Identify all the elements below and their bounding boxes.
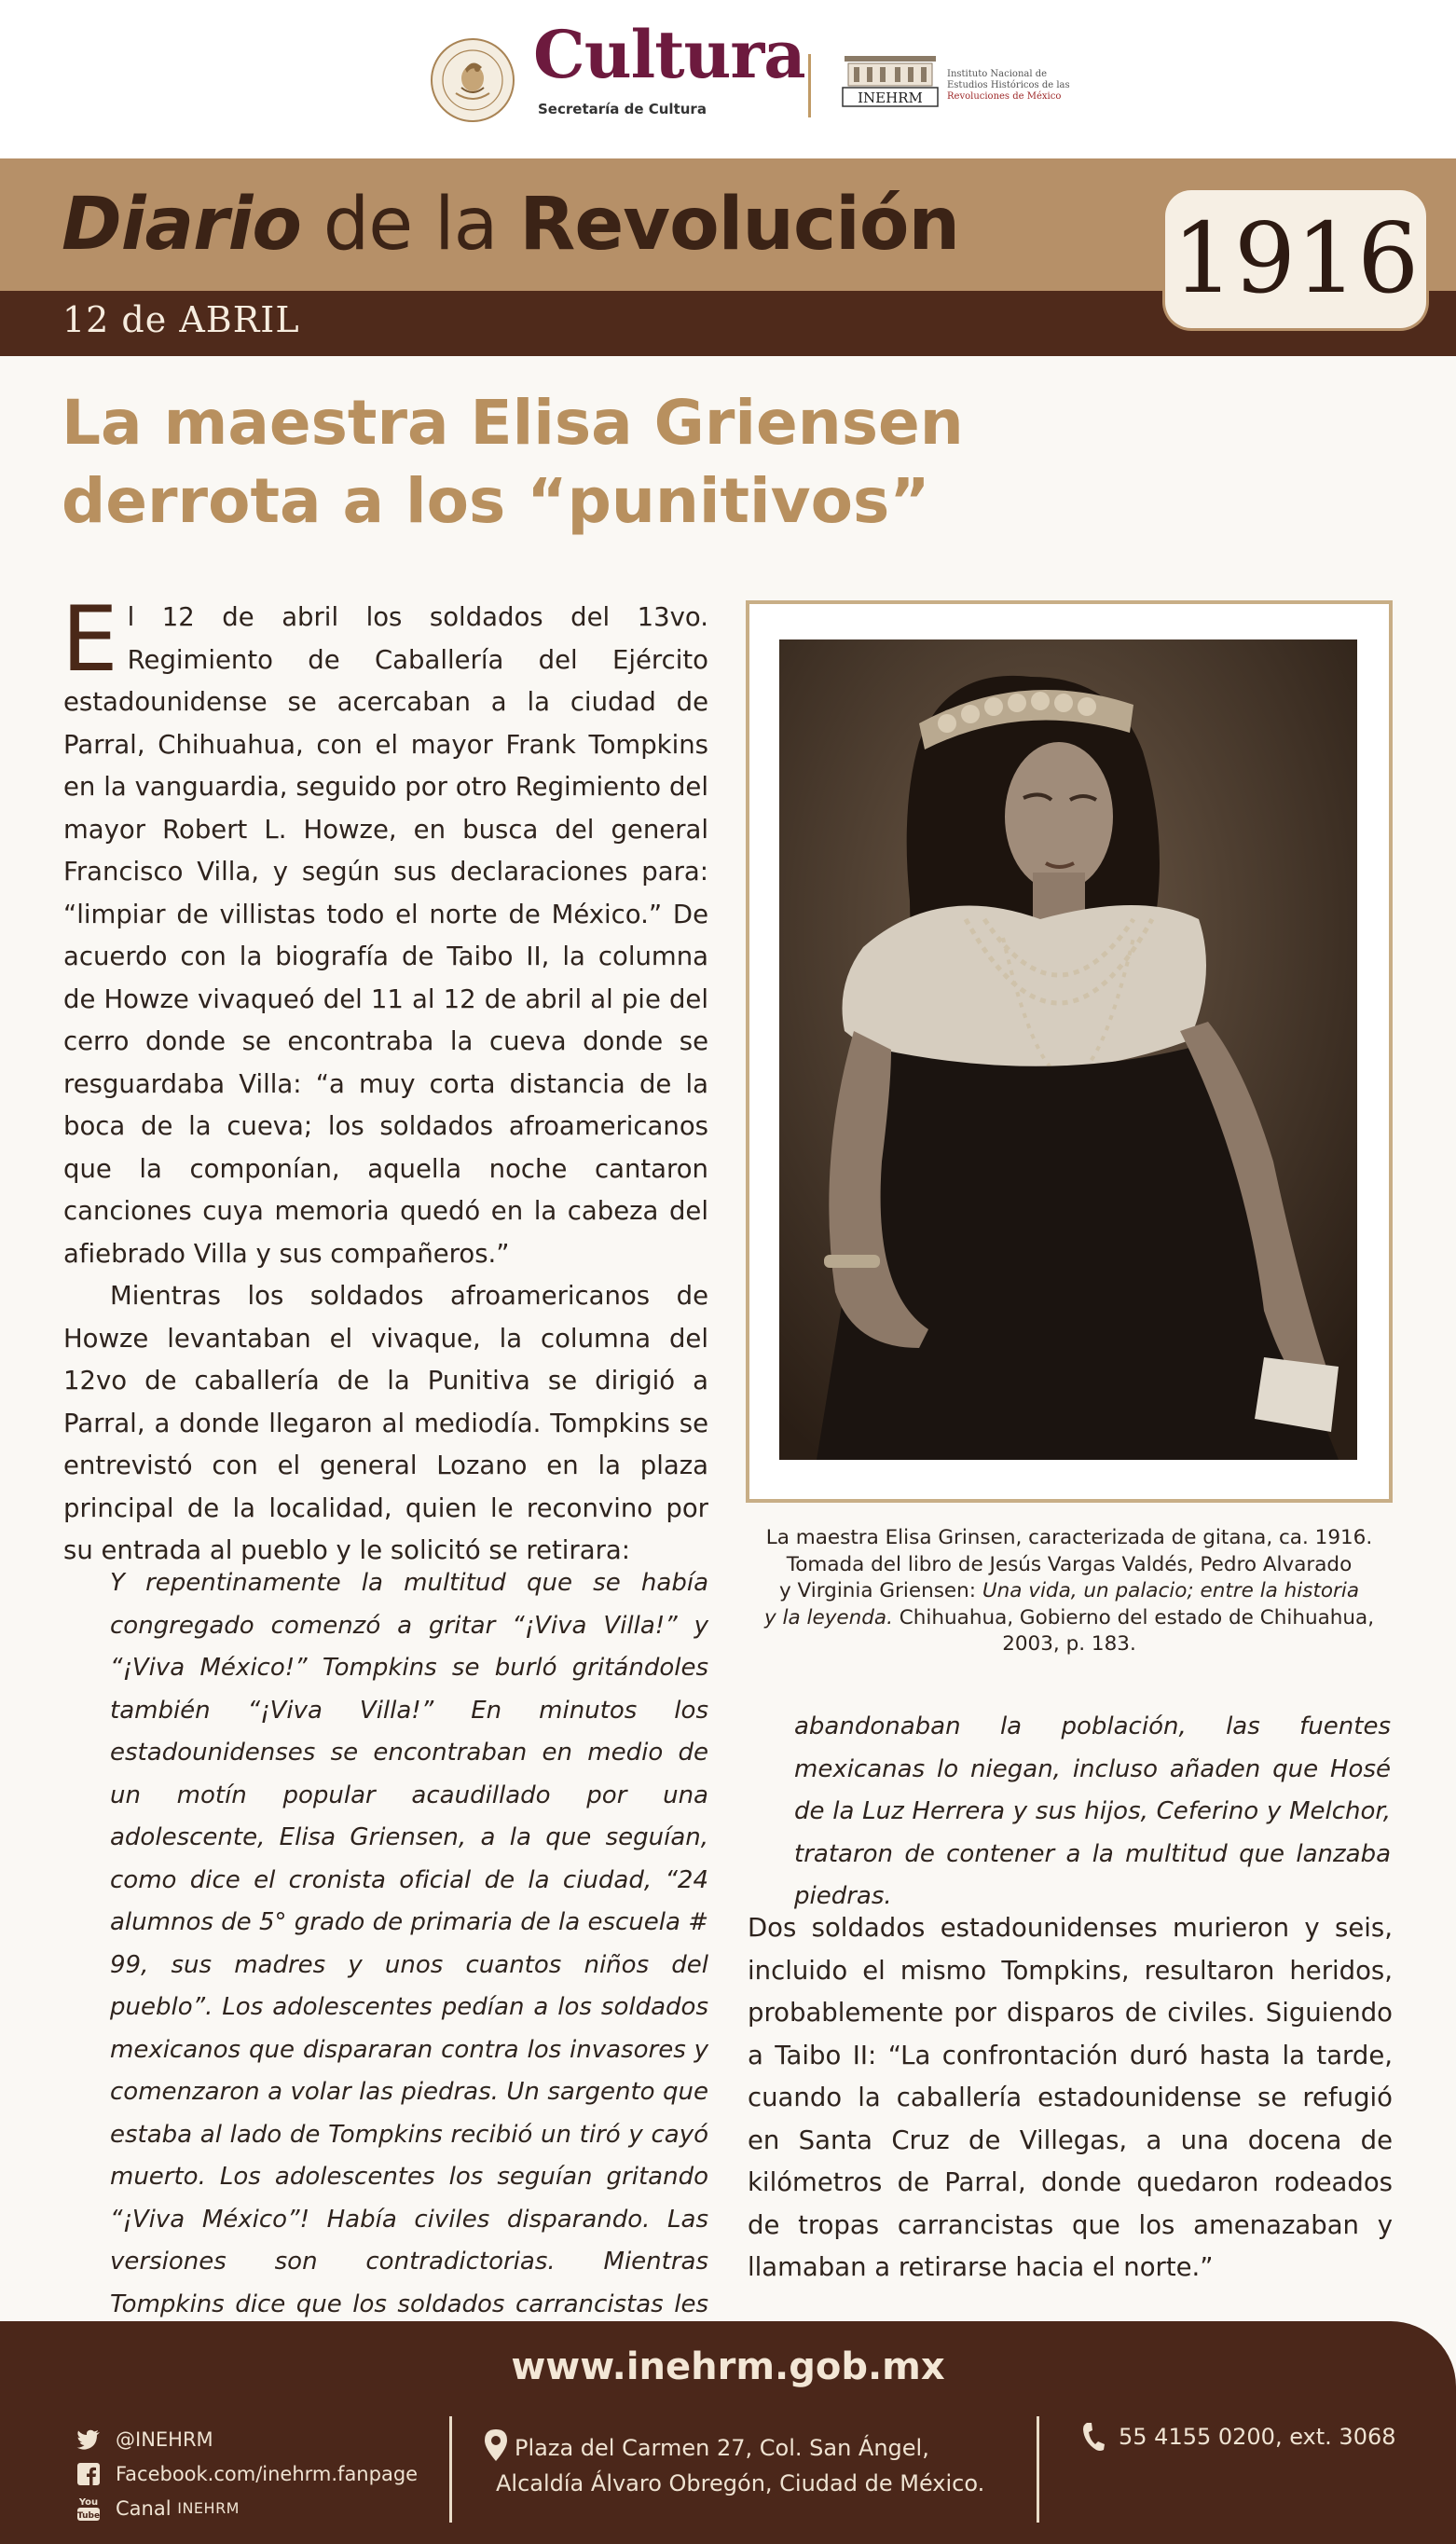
article-left-column: [62, 587, 708, 1573]
caption-line-3: [746, 1578, 1393, 1605]
caption-line-1: La maestra Elisa Grinsen, caracterizada de gitana, ca. 1916.: [765, 1526, 1373, 1549]
location-pin-icon: [485, 2429, 507, 2461]
address-text-1: Plaza del Carmen 27, Col. San Ángel,: [515, 2435, 929, 2461]
title-diario: Diario: [62, 183, 301, 267]
issue-date: 12 de ABRIL: [62, 299, 300, 340]
inehrm-abbr: INEHRM: [858, 89, 923, 106]
facebook-link[interactable]: [75, 2456, 418, 2491]
caption-line-4-b: Chihuahua, Gobierno del estado de Chihuahua,: [892, 1605, 1375, 1630]
footer-divider-1: [449, 2416, 452, 2523]
facebook-url: Facebook.com/inehrm.fanpage: [116, 2462, 419, 2485]
caption-line-3-b: Una vida, un palacio; entre la historia: [982, 1579, 1360, 1602]
drop-cap: E: [62, 587, 118, 692]
paragraph-1-text: l 12 de abril los soldados del 13vo. Regimiento de Caballería del Ejército estadounidense se acercaban a la ciudad de Parral, Chihuahua, con el mayor Frank Tompkins en la vanguardia, seguido por otro Regimiento del mayor Robert L. Howze, en busca del general Francisco Villa, y según sus declaraciones para: “limpiar de villistas todo el norte de México.” De acuerdo con la biografía de Taibo II, la columna de Howze vivaqueó del 11 al 12 de abril al pie del cerro donde se encontraba la cueva donde se resguardaba Villa: “a muy corta distancia de la boca de la cueva; los soldados afroamericanos que la componían, aquella noche cantaron canciones cuya memoria quedó en la cabeza del afiebrado Villa y sus compañeros.”: [63, 602, 708, 1269]
website-url[interactable]: www.inehrm.gob.mx: [511, 2345, 945, 2388]
title-de-la: de la: [300, 183, 520, 267]
quote-text-2: abandonaban la población, las fuentes mexicanas lo niegan, incluso añaden que Hosé de la Luz Herrera y sus hijos, Ceferino y Melchor, trataron de contener a la multitud que lanzaba piedras.: [794, 1712, 1391, 1910]
logo-divider: [808, 54, 811, 117]
phone-number: 55 4155 0200, ext. 3068: [1119, 2424, 1396, 2450]
inehrm-name: [947, 69, 1070, 103]
title-revolucion: Revolución: [519, 183, 960, 267]
svg-text:Tube: Tube: [76, 2510, 101, 2521]
address-line-2: Alcaldía Álvaro Obregón, Ciudad de México.: [496, 2470, 985, 2496]
caption-line-4-a: y la leyenda.: [763, 1605, 893, 1630]
headline-line-2: derrota a los “punitivos”: [62, 465, 930, 537]
paragraph-2: Mientras los soldados afroamericanos de Howze levantaban el vivaque, la columna del 12vo de caballería de la Punitiva se dirigió a Parral, a donde llegaron al mediodía. Tompkins se entrevistó con el general Lozano en la plaza principal de la localidad, quien le reconvino por su entrada al pueblo y le solicitó se retirara:: [63, 1281, 708, 1565]
block-quote-part-1: [110, 1562, 708, 2369]
headline-line-1: La maestra Elisa Griensen: [62, 387, 964, 459]
address-line-1: [485, 2429, 1007, 2466]
paragraph-3: Dos soldados estadounidenses murieron y seis, incluido el mismo Tompkins, resultaron heridos, probablemente por disparos de civiles. Siguiendo a Taibo II: “La confrontación duró hasta la tarde, cuando la caballería estadounidense se refugió en Santa Cruz de Villegas, a una docena de kilómetros de Parral, donde quedaron rodeados de tropas carrancistas que los amenazaban y llamaban a retirarse hacia el norte.”: [748, 1913, 1393, 2282]
headline: [62, 384, 1087, 541]
address-block: [485, 2429, 1007, 2501]
phone-icon: [1081, 2422, 1106, 2452]
portrait-photo: [779, 639, 1357, 1460]
cultura-brand: Cultura: [533, 16, 805, 93]
inehrm-line-1: Instituto Nacional de: [947, 69, 1048, 79]
footer-divider-2: [1037, 2416, 1039, 2523]
caption-line-4: [746, 1605, 1393, 1632]
quote-text-1: Y repentinamente la multitud que se había congregado comenzó a gritar “¡Viva Villa!” y “¡Viva México!” Tompkins se burló gritándoles también “¡Viva Villa!” En minutos los estadounidenses se encontraban en medio de un motín popular acaudillado por una adolescente, Elisa Griensen, a la que seguían, como dice el cronista oficial de la ciudad, “24 alumnos de 5° grado de primaria de la escuela # 99, sus madres y unos cuantos niños del pueblo”. Los adolescentes pedían a los soldados mexicanos que dispararan contra los invasores y comenzaron a volar las piedras. Un sargento que estaba al lado de Tompkins recibió un tiró y cayó muerto. Los adolescentes los seguían gritando “¡Viva México”! Había civiles disparando. Las versiones son contradictorias. Mientras Tompkins dice que los soldados carrancistas les: [110, 1569, 708, 2318]
twitter-icon: [75, 2427, 103, 2453]
photo-caption: [746, 1525, 1393, 1658]
inehrm-building-icon: [841, 54, 940, 108]
phone-block[interactable]: [1081, 2422, 1396, 2452]
year-badge: [1165, 190, 1426, 328]
facebook-icon: [75, 2461, 103, 2487]
year-text: 1916: [1172, 201, 1420, 315]
block-quote-part-2: [794, 1706, 1391, 1918]
article-right-column: [748, 1907, 1393, 2290]
caption-line-3-a: y Virginia Griensen:: [778, 1579, 982, 1602]
twitter-link[interactable]: [75, 2422, 418, 2456]
inehrm-line-3: Revoluciones de México: [947, 91, 1062, 102]
caption-line-2: Tomada del libro de Jesús Vargas Valdés, Pedro Alvarado: [786, 1552, 1353, 1576]
paragraph-1: [62, 587, 708, 1275]
svg-text:You: You: [78, 2496, 99, 2508]
youtube-label: Canal: [116, 2496, 172, 2520]
youtube-channel: INEHRM: [177, 2499, 240, 2517]
youtube-icon: [75, 2496, 103, 2522]
caption-line-5: 2003, p. 183.: [1002, 1632, 1136, 1656]
cultura-subtitle: Secretaría de Cultura: [538, 101, 707, 117]
social-links: [75, 2422, 418, 2525]
twitter-handle: @INEHRM: [116, 2427, 213, 2451]
national-seal-icon: [428, 35, 517, 125]
inehrm-line-2: Estudios Históricos de las: [947, 80, 1070, 90]
youtube-link[interactable]: [75, 2491, 418, 2525]
publication-title: [62, 183, 960, 267]
